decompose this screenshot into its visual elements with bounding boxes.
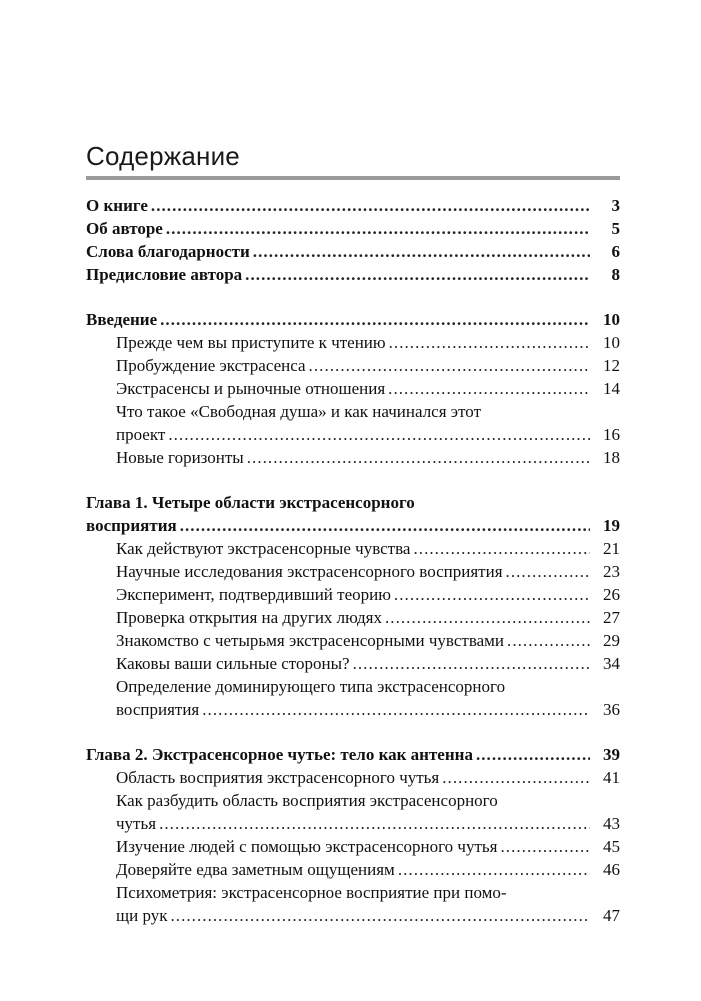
toc-page-number: 39 [603, 745, 620, 764]
toc-leader-dots [507, 629, 590, 652]
toc-leader-dots [394, 583, 590, 606]
toc-leader-dots [388, 377, 590, 400]
toc-entry [116, 858, 620, 881]
page-title: Содержание [86, 141, 240, 171]
toc-entry-title: Прежде чем вы приступите к чтению [116, 333, 386, 352]
toc-leader-dots [180, 514, 590, 537]
toc-page-number: 6 [611, 242, 620, 261]
toc-leader-dots [151, 194, 590, 217]
toc-leader-dots [247, 446, 590, 469]
toc-entry-title: Психометрия: экстрасенсорное восприятие при помо- [116, 883, 507, 902]
toc-page-number: 36 [603, 700, 620, 719]
toc-page-number: 34 [603, 654, 620, 673]
toc-entry-title: Доверяйте едва заметным ощущениям [116, 860, 395, 879]
toc-entry [116, 881, 620, 904]
toc-page-number: 41 [603, 768, 620, 787]
toc-page-number: 47 [603, 906, 620, 925]
toc-entry-title: щи рук [116, 906, 168, 925]
toc-page-number: 8 [611, 265, 620, 284]
toc-entry-title: Что такое «Свободная душа» и как начинался этот [116, 402, 482, 421]
toc-entry-title: Каковы ваши сильные стороны? [116, 654, 350, 673]
toc-page-number: 21 [603, 539, 620, 558]
toc-page-number: 10 [603, 310, 620, 329]
toc-entry-title: Определение доминирующего типа экстрасенсорного [116, 677, 506, 696]
toc-leader-dots [166, 217, 590, 240]
toc-leader-dots [353, 652, 590, 675]
toc-page-number: 26 [603, 585, 620, 604]
toc-page-number: 45 [603, 837, 620, 856]
toc-entry-title: Как разбудить область восприятия экстрасенсорного [116, 791, 498, 810]
toc-entry-title: Эксперимент, подтвердивший теорию [116, 585, 391, 604]
toc-page-number: 14 [603, 379, 620, 398]
toc-entry [116, 377, 620, 400]
toc-entry-title: Глава 1. Четыре области экстрасенсорного [86, 493, 415, 512]
toc-entry [116, 446, 620, 469]
toc-entry-title: О книге [86, 196, 148, 215]
toc-page-number: 18 [603, 448, 620, 467]
toc-leader-dots [309, 354, 590, 377]
toc-entry [86, 743, 620, 766]
toc-entry [116, 766, 620, 789]
toc-entry [86, 491, 620, 514]
toc-entry [116, 675, 620, 698]
toc-entry [116, 812, 620, 835]
toc-leader-dots [500, 835, 590, 858]
toc-entry [86, 240, 620, 263]
toc-entry [116, 789, 620, 812]
toc-entry-title: Область восприятия экстрасенсорного чутья [116, 768, 440, 787]
toc-page-number: 43 [603, 814, 620, 833]
toc-leader-dots [159, 812, 590, 835]
toc-entry-title: Введение [86, 310, 158, 329]
toc-entry [116, 400, 620, 423]
toc-entry [116, 423, 620, 446]
toc-leader-dots [385, 606, 590, 629]
toc-entry [116, 331, 620, 354]
toc-entry [86, 217, 620, 240]
toc-entry-title: Глава 2. Экстрасенсорное чутье: тело как антенна [86, 745, 473, 764]
toc-leader-dots [160, 308, 590, 331]
toc-leader-dots [170, 904, 590, 927]
toc-leader-dots [245, 263, 590, 286]
toc-page-number: 29 [603, 631, 620, 650]
toc-entry-title: Слова благодарности [86, 242, 250, 261]
toc-page-number: 12 [603, 356, 620, 375]
toc-entry-title: Как действуют экстрасенсорные чувства [116, 539, 411, 558]
toc-leader-dots [389, 331, 590, 354]
toc-entry-title: Научные исследования экстрасенсорного восприятия [116, 562, 503, 581]
toc-entry-title: Пробуждение экстрасенса [116, 356, 306, 375]
toc-page-number: 5 [611, 219, 620, 238]
toc-leader-dots [202, 698, 590, 721]
toc-entry [116, 652, 620, 675]
toc-leader-dots [506, 560, 590, 583]
toc-entry-title: Изучение людей с помощью экстрасенсорного чутья [116, 837, 498, 856]
toc-page-number: 27 [603, 608, 620, 627]
toc-entry-title: чутья [116, 814, 157, 833]
toc-leader-dots [413, 537, 590, 560]
toc-entry [86, 308, 620, 331]
toc-entry [116, 537, 620, 560]
toc-page-number: 23 [603, 562, 620, 581]
toc-entry [116, 583, 620, 606]
toc-entry-title: восприятия [116, 700, 200, 719]
toc-leader-dots [442, 766, 590, 789]
toc-entry-title: проект [116, 425, 166, 444]
toc-entry-title: Проверка открытия на других людях [116, 608, 382, 627]
toc-page-number: 19 [603, 516, 620, 535]
toc-entry [116, 629, 620, 652]
toc-entry-title: Новые горизонты [116, 448, 244, 467]
toc-entry [116, 560, 620, 583]
toc-entry [116, 698, 620, 721]
toc-leader-dots [398, 858, 590, 881]
toc-entry-title: восприятия [86, 516, 177, 535]
toc-page-number: 10 [603, 333, 620, 352]
toc-leader-dots [168, 423, 590, 446]
toc-leader-dots [253, 240, 590, 263]
toc-entry-title: Знакомство с четырьмя экстрасенсорными чувствами [116, 631, 505, 650]
toc-leader-dots [476, 743, 590, 766]
toc-entry [86, 514, 620, 537]
toc-page-number: 16 [603, 425, 620, 444]
toc-entry [116, 606, 620, 629]
toc-entry [86, 194, 620, 217]
toc-page-number: 3 [611, 196, 620, 215]
toc-entry-title: Об авторе [86, 219, 163, 238]
toc-entry [116, 354, 620, 377]
toc-entry [116, 904, 620, 927]
toc-entry-title: Экстрасенсы и рыночные отношения [116, 379, 386, 398]
toc-page-number: 46 [603, 860, 620, 879]
toc-entry [116, 835, 620, 858]
toc-entry [86, 263, 620, 286]
toc-entry-title: Предисловие автора [86, 265, 243, 284]
